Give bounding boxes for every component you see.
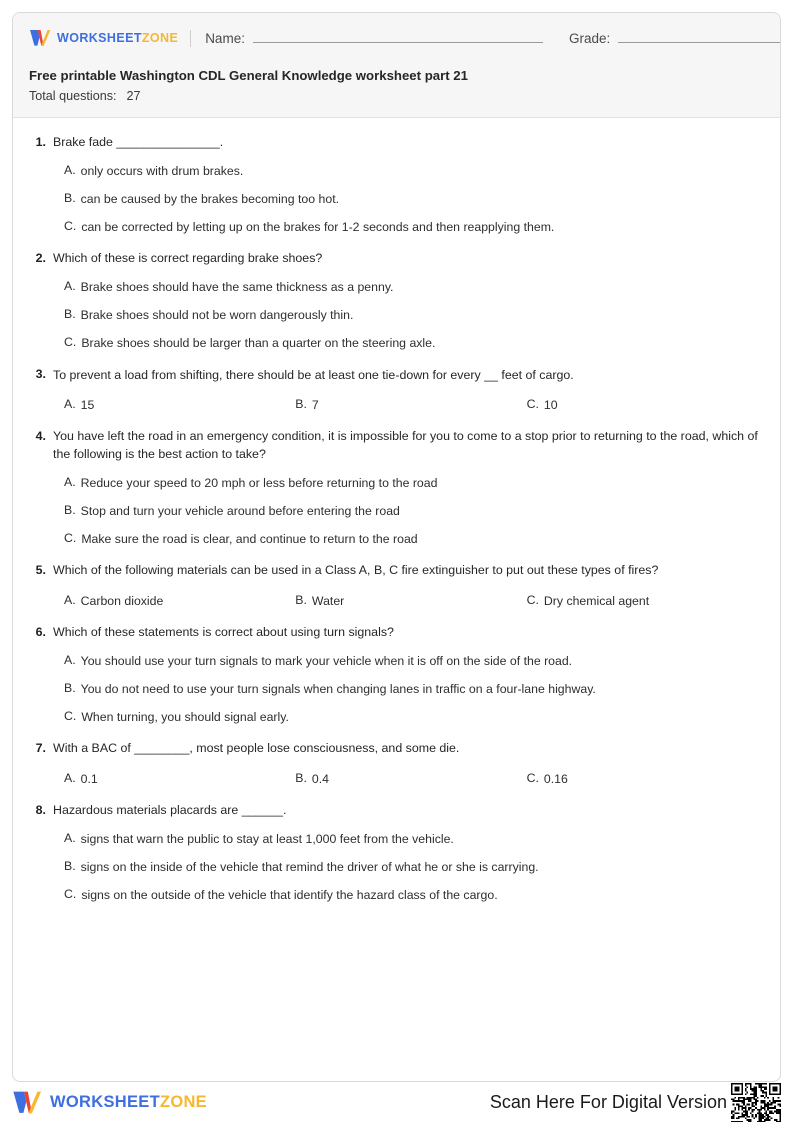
questions-list	[13, 118, 780, 1081]
question-item	[31, 562, 758, 610]
option-letter: B.	[64, 190, 76, 205]
option-letter: C.	[64, 887, 77, 902]
options-stacked-list	[31, 831, 758, 905]
question-number: 4.	[35, 428, 46, 443]
brand-name-part1: WORKSHEET	[50, 1092, 160, 1111]
option-item[interactable]	[31, 219, 758, 236]
option-item[interactable]	[295, 771, 526, 788]
option-item[interactable]	[31, 709, 758, 726]
option-item[interactable]	[31, 163, 758, 180]
option-letter: A.	[64, 592, 76, 607]
option-text: Water	[311, 593, 345, 608]
option-item[interactable]	[31, 503, 758, 520]
page-title: Free printable Washington CDL General Knowledge worksheet part 21	[29, 68, 468, 83]
option-item[interactable]	[64, 593, 295, 610]
question-number: 8.	[35, 802, 46, 817]
option-item[interactable]	[31, 279, 758, 296]
option-letter: B.	[64, 307, 76, 322]
question-number: 7.	[35, 740, 46, 755]
option-letter: C.	[64, 531, 77, 546]
option-item[interactable]	[295, 397, 526, 414]
option-text: Make sure the road is clear, and continue to return to the road	[81, 532, 418, 547]
option-item[interactable]	[31, 191, 758, 208]
option-item[interactable]	[64, 397, 295, 414]
option-item[interactable]	[31, 831, 758, 848]
option-item[interactable]	[31, 307, 758, 324]
options-stacked-list	[31, 163, 758, 237]
option-item[interactable]	[527, 397, 758, 414]
brand-name-part2: ZONE	[159, 1092, 207, 1111]
option-letter: A.	[64, 278, 76, 293]
name-input-line[interactable]	[253, 30, 543, 43]
option-item[interactable]	[31, 335, 758, 352]
grade-field-group	[569, 30, 781, 46]
option-letter: A.	[64, 474, 76, 489]
question-number: 2.	[35, 250, 46, 265]
name-label: Name:	[205, 31, 245, 46]
question-text: Which of these statements is correct about using turn signals?	[53, 625, 394, 640]
question-number: 3.	[35, 367, 46, 382]
question-head	[31, 428, 758, 463]
question-number: 6.	[35, 624, 46, 639]
option-text: Reduce your speed to 20 mph or less before returning to the road	[80, 475, 438, 490]
option-item[interactable]	[31, 887, 758, 904]
option-letter: B.	[64, 680, 76, 695]
option-text: You should use your turn signals to mark your vehicle when it is off on the side of the road.	[80, 653, 573, 668]
question-text: Which of these is correct regarding brake shoes?	[53, 251, 323, 266]
options-inline-row	[31, 771, 758, 788]
question-item	[31, 367, 758, 415]
question-item	[31, 624, 758, 726]
question-head	[31, 624, 758, 642]
options-stacked-list	[31, 475, 758, 549]
options-inline-row	[31, 397, 758, 414]
option-item[interactable]	[295, 593, 526, 610]
option-letter: C.	[64, 709, 77, 724]
question-head	[31, 250, 758, 268]
total-questions-value: 27	[126, 89, 141, 104]
total-questions-row	[29, 89, 764, 103]
question-text: Brake fade _______________.	[53, 135, 224, 150]
option-text: You do not need to use your turn signals when changing lanes in traffic on a four-lane highway.	[80, 681, 596, 696]
option-letter: A.	[64, 830, 76, 845]
grade-label: Grade:	[568, 31, 611, 46]
option-text: can be corrected by letting up on the brakes for 1-2 seconds and then reapplying them.	[81, 220, 555, 235]
option-letter: B.	[64, 858, 76, 873]
identity-row	[29, 25, 764, 51]
worksheet-card	[12, 12, 781, 1082]
header-brand-text	[57, 32, 178, 45]
option-text: 0.16	[543, 771, 568, 786]
question-head	[31, 367, 758, 385]
option-text: Carbon dioxide	[80, 593, 164, 608]
option-letter: A.	[64, 397, 76, 412]
question-number: 5.	[35, 562, 46, 577]
option-text: Brake shoes should have the same thickness as a penny.	[80, 279, 394, 294]
option-letter: B.	[295, 770, 307, 785]
option-letter: C.	[526, 770, 539, 785]
name-field-group	[205, 30, 543, 46]
brand-name-part2: ZONE	[141, 30, 179, 45]
total-questions-label: Total questions:	[29, 89, 117, 104]
options-inline-row	[31, 593, 758, 610]
option-letter: C.	[64, 335, 77, 350]
options-stacked-list	[31, 279, 758, 353]
option-text: 15	[80, 398, 95, 413]
question-text: With a BAC of ________, most people lose consciousness, and some die.	[53, 741, 460, 756]
option-item[interactable]	[31, 859, 758, 876]
question-head	[31, 740, 758, 758]
option-text: When turning, you should signal early.	[81, 710, 289, 725]
question-item	[31, 802, 758, 904]
option-letter: A.	[64, 162, 76, 177]
grade-input-line[interactable]	[618, 30, 781, 43]
scan-instruction-text: Scan Here For Digital Version	[489, 1091, 727, 1112]
option-text: Brake shoes should be larger than a quarter on the steering axle.	[81, 336, 436, 351]
page-footer	[12, 1082, 781, 1122]
question-head	[31, 802, 758, 820]
option-text: only occurs with drum brakes.	[80, 163, 244, 178]
option-item[interactable]	[31, 531, 758, 548]
option-text: 0.1	[80, 771, 98, 786]
footer-brand-logo	[12, 1090, 207, 1115]
question-item	[31, 428, 758, 548]
question-item	[31, 740, 758, 788]
header-divider	[190, 30, 191, 47]
worksheet-zone-logo-icon	[12, 1090, 42, 1115]
brand-name-part1: WORKSHEET	[57, 30, 142, 45]
question-item	[31, 134, 758, 236]
question-item	[31, 250, 758, 352]
option-item[interactable]	[527, 771, 758, 788]
option-text: 0.4	[311, 771, 330, 786]
question-text: Hazardous materials placards are ______.	[53, 803, 287, 818]
worksheet-header	[13, 13, 780, 118]
qr-code-icon[interactable]	[731, 1083, 781, 1122]
option-letter: B.	[295, 592, 307, 607]
option-letter: C.	[526, 592, 539, 607]
question-text: Which of the following materials can be used in a Class A, B, C fire extinguisher to put out these types of fires?	[53, 563, 659, 578]
option-item[interactable]	[31, 681, 758, 698]
option-text: 10	[543, 398, 558, 413]
header-brand-logo	[29, 29, 178, 47]
question-head	[31, 562, 758, 580]
option-text: signs on the inside of the vehicle that remind the driver of what he or she is carrying.	[80, 859, 539, 874]
option-text: Stop and turn your vehicle around before entering the road	[80, 503, 400, 518]
option-item[interactable]	[64, 771, 295, 788]
option-letter: B.	[64, 502, 76, 517]
option-text: can be caused by the brakes becoming too hot.	[80, 191, 340, 206]
option-text: Brake shoes should not be worn dangerously thin.	[80, 308, 354, 323]
option-letter: B.	[295, 397, 307, 412]
option-letter: A.	[64, 652, 76, 667]
option-item[interactable]	[31, 653, 758, 670]
option-letter: C.	[64, 219, 77, 234]
footer-brand-text	[50, 1094, 207, 1111]
option-text: Dry chemical agent	[543, 593, 650, 608]
question-text: To prevent a load from shifting, there should be at least one tie-down for every __ feet of cargo.	[53, 367, 574, 382]
question-text: You have left the road in an emergency condition, it is impossible for you to come to a stop prior to returning to the road, which of the following is the best action to take?	[53, 429, 758, 462]
question-number: 1.	[35, 134, 46, 149]
option-letter: C.	[526, 397, 539, 412]
option-text: 7	[311, 398, 319, 413]
option-letter: A.	[64, 770, 76, 785]
worksheet-zone-logo-icon	[29, 29, 51, 47]
options-stacked-list	[31, 653, 758, 727]
option-text: signs on the outside of the vehicle that identify the hazard class of the cargo.	[81, 888, 498, 903]
option-item[interactable]	[31, 475, 758, 492]
question-head	[31, 134, 758, 152]
option-text: signs that warn the public to stay at least 1,000 feet from the vehicle.	[80, 831, 454, 846]
title-block	[29, 67, 764, 103]
option-item[interactable]	[527, 593, 758, 610]
